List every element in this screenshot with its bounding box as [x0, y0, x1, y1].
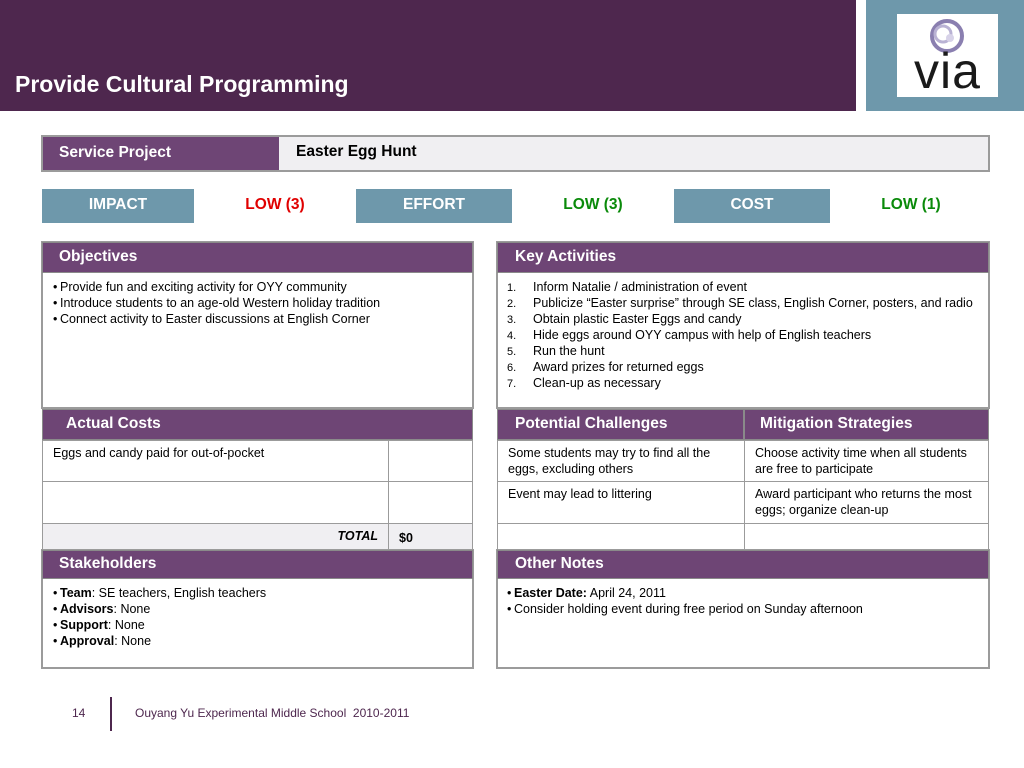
service-project-value: Easter Egg Hunt — [296, 143, 417, 160]
list-item: • Support: None — [53, 617, 468, 633]
footer-divider — [110, 697, 112, 731]
cost-item-cell — [42, 481, 389, 524]
list-item: • Advisors: None — [53, 601, 468, 617]
cost-amount-cell — [388, 481, 473, 524]
list-item: 5. Run the hunt — [507, 344, 605, 358]
effort-label: EFFORT — [356, 189, 512, 223]
other-notes-list — [507, 585, 977, 617]
challenge-cell: Some students may try to find all the eggs, excluding others — [497, 440, 745, 482]
mitigation-strategies-header: Mitigation Strategies — [744, 409, 989, 440]
list-item: 2. Publicize “Easter surprise” through SE class, English Corner, posters, and radio — [507, 296, 973, 310]
stakeholders-list — [53, 585, 468, 649]
list-item: 1. Inform Natalie / administration of event — [507, 280, 747, 294]
other-notes-header: Other Notes — [497, 550, 989, 579]
mitigation-cell: Award participant who returns the most eggs; organize clean-up — [744, 481, 989, 524]
actual-costs-header: Actual Costs — [42, 409, 473, 440]
page-title: Provide Cultural Programming — [15, 71, 349, 97]
effort-value: LOW (3) — [514, 189, 672, 223]
stakeholders-header: Stakeholders — [42, 550, 473, 579]
list-item: 6. Award prizes for returned eggs — [507, 360, 704, 374]
impact-value: LOW (3) — [196, 189, 354, 223]
footer-text: Ouyang Yu Experimental Middle School 2010-2011 — [135, 706, 410, 720]
challenge-cell — [497, 523, 745, 550]
list-item: • Connect activity to Easter discussions at English Corner — [53, 311, 468, 327]
service-project-label: Service Project — [43, 137, 279, 170]
challenge-cell: Event may lead to littering — [497, 481, 745, 524]
list-item: 7. Clean-up as necessary — [507, 376, 661, 390]
impact-label: IMPACT — [42, 189, 194, 223]
via-logo — [897, 14, 998, 97]
total-value: $0 — [388, 523, 473, 550]
logo-text: via — [914, 43, 981, 99]
key-activities-header: Key Activities — [497, 242, 989, 273]
list-item: • Team: SE teachers, English teachers — [53, 585, 468, 601]
mitigation-cell: Choose activity time when all students are free to participate — [744, 440, 989, 482]
total-label: TOTAL — [42, 523, 389, 550]
cost-value: LOW (1) — [832, 189, 990, 223]
list-item: • Consider holding event during free period on Sunday afternoon — [507, 601, 977, 617]
list-item: • Easter Date: April 24, 2011 — [507, 585, 977, 601]
cost-item-cell: Eggs and candy paid for out-of-pocket — [42, 440, 389, 482]
page-number: 14 — [72, 706, 86, 720]
potential-challenges-header: Potential Challenges — [497, 409, 744, 440]
cost-label: COST — [674, 189, 830, 223]
key-activities-list — [507, 279, 977, 391]
list-item: 3. Obtain plastic Easter Eggs and candy — [507, 312, 742, 326]
objectives-list — [53, 279, 468, 327]
list-item: 4. Hide eggs around OYY campus with help of English teachers — [507, 328, 872, 342]
list-item: • Provide fun and exciting activity for OYY community — [53, 279, 468, 295]
list-item: • Approval: None — [53, 633, 468, 649]
cost-amount-cell — [388, 440, 473, 482]
objectives-header: Objectives — [42, 242, 473, 273]
mitigation-cell — [744, 523, 989, 550]
list-item: • Introduce students to an age-old Western holiday tradition — [53, 295, 468, 311]
